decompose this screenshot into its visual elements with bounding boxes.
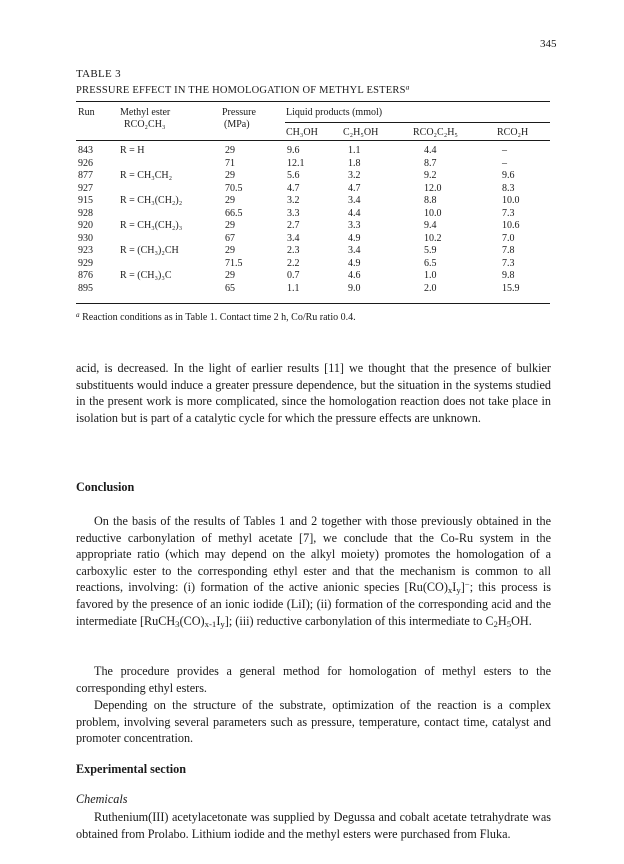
cell-run: 843 — [78, 145, 93, 156]
cell-rco2h: 9.8 — [502, 270, 515, 281]
header-liquid-products: Liquid products (mmol) — [286, 107, 383, 118]
cell-ch3oh: 4.7 — [287, 182, 300, 194]
table-caption — [76, 82, 410, 96]
cell-ester: R = (CH₃)₃C — [120, 270, 172, 281]
p2-text-f: I — [216, 613, 221, 628]
cell-c2h5oh: 4.9 — [348, 232, 361, 244]
table-top-rule — [76, 101, 550, 102]
cell-run: 926 — [78, 157, 93, 169]
cell-rco2c2h5: 8.7 — [424, 157, 437, 169]
paragraph-pressure-discussion: acid, is decreased. In the light of earlier results [11] we thought that the presence of bulkier substituents would induce a greater pressure dependence, but the situation in the systems studied in the present work is more complicated, since the homologation reaction does not take place in isolation but is part of a catalytic cycle for which the pressure effects are unknown. — [76, 361, 551, 425]
cell-rco2h: 10.6 — [502, 220, 520, 231]
experimental-heading: Experimental section — [76, 762, 187, 776]
cell-ester: R = CH₃(CH₂)₃ — [120, 220, 183, 231]
cell-rco2c2h5: 6.5 — [424, 257, 437, 269]
p2-text-d: ; this process is favored by the presence of an ionic iodide (LiI); (ii) formation of the corresponding acid and the intermediate [RuCH — [76, 580, 551, 628]
cell-run: 923 — [78, 245, 93, 256]
cell-c2h5oh: 3.3 — [348, 220, 361, 231]
footnote-mark: a — [76, 310, 80, 319]
cell-rco2h: – — [502, 157, 507, 169]
cell-c2h5oh: 1.8 — [348, 157, 361, 169]
cell-c2h5oh: 1.1 — [348, 145, 361, 156]
header-ch3oh: CH₃OH — [286, 127, 318, 138]
p2-text-i: OH. — [511, 613, 532, 628]
cell-c2h5oh: 9.0 — [348, 282, 361, 294]
cell-pressure: 70.5 — [225, 182, 243, 194]
header-run: Run — [78, 107, 95, 118]
p2-sub-y: y — [456, 585, 461, 596]
cell-rco2h: 7.0 — [502, 232, 515, 244]
cell-rco2c2h5: 9.4 — [424, 220, 437, 231]
cell-ch3oh: 12.1 — [287, 157, 305, 169]
footnote-text: Reaction conditions as in Table 1. Contact time 2 h, Co/Ru ratio 0.4. — [79, 312, 356, 323]
p2-text-h: H — [497, 613, 507, 628]
cell-rco2c2h5: 9.2 — [424, 170, 437, 181]
header-rco2c2h5: RCO₂C₂H₅ — [413, 127, 458, 138]
cell-c2h5oh: 4.4 — [348, 207, 361, 219]
paragraph-chemicals: Ruthenium(III) acetylacetonate was supplied by Degussa and cobalt acetate tetrahydrate was obtained from Prolabo. Lithium iodide and the methyl esters were purchased from Fluka. — [76, 810, 551, 841]
page-number: 345 — [540, 38, 557, 50]
cell-rco2c2h5: 8.8 — [424, 195, 437, 206]
table-caption-note: a — [405, 82, 410, 92]
cell-run: 930 — [78, 232, 93, 244]
cell-run: 920 — [78, 220, 93, 231]
cell-ch3oh: 2.2 — [287, 257, 300, 269]
cell-ester: R = H — [120, 145, 145, 156]
cell-rco2c2h5: 1.0 — [424, 270, 437, 281]
cell-run: 928 — [78, 207, 93, 219]
cell-rco2h: 7.8 — [502, 245, 515, 256]
cell-rco2h: 8.3 — [502, 182, 515, 194]
p2-sub-2: 2 — [493, 618, 498, 629]
cell-rco2c2h5: 4.4 — [424, 145, 437, 156]
header-pressure-line2: (MPa) — [224, 119, 250, 130]
cell-pressure: 29 — [225, 245, 235, 256]
cell-ch3oh: 2.3 — [287, 245, 300, 256]
cell-c2h5oh: 3.2 — [348, 170, 361, 181]
header-c2h5oh: C₂H₅OH — [343, 127, 379, 138]
liquid-products-rule — [285, 122, 550, 123]
p2-text-b: I — [452, 580, 457, 595]
cell-rco2h: 7.3 — [502, 257, 515, 269]
paragraph-conclusion-mechanism — [76, 513, 551, 629]
chemicals-subheading: Chemicals — [76, 792, 128, 806]
table-label: TABLE 3 — [76, 68, 121, 80]
cell-run: 929 — [78, 257, 93, 269]
cell-pressure: 29 — [225, 170, 235, 181]
header-rco2h: RCO₂H — [497, 127, 529, 138]
cell-c2h5oh: 4.6 — [348, 270, 361, 281]
cell-rco2c2h5: 5.9 — [424, 245, 437, 256]
cell-run: 927 — [78, 182, 93, 194]
paragraph-optimization: Depending on the structure of the substrate, optimization of the reaction is a complex problem, involving several parameters such as pressure, temperature, contact time, catalyst and promoter concentration. — [76, 698, 551, 746]
header-ester-line1: Methyl ester — [120, 107, 171, 118]
table-header-rule — [76, 140, 550, 141]
cell-pressure: 29 — [225, 195, 235, 206]
table-footnote — [76, 312, 356, 323]
p2-sub-x1: x-1 — [204, 618, 217, 629]
p2-sub-x: x — [447, 585, 453, 596]
cell-ch3oh: 9.6 — [287, 145, 300, 156]
cell-rco2c2h5: 2.0 — [424, 282, 437, 294]
cell-run: 877 — [78, 170, 93, 181]
cell-c2h5oh: 3.4 — [348, 195, 361, 206]
cell-ch3oh: 3.2 — [287, 195, 300, 206]
p2-sub-3: 3 — [175, 618, 180, 629]
cell-ch3oh: 3.4 — [287, 232, 300, 244]
paragraph-general-method: The procedure provides a general method for homologation of methyl esters to the corresponding ethyl esters. — [76, 664, 551, 695]
cell-pressure: 29 — [225, 145, 235, 156]
cell-rco2c2h5: 10.2 — [424, 232, 442, 244]
cell-ester: R = (CH₃)₂CH — [120, 245, 179, 256]
cell-pressure: 71 — [225, 157, 235, 169]
p2-text-g: ]; (iii) reductive carbonylation of this intermediate to C — [224, 613, 494, 628]
cell-ch3oh: 3.3 — [287, 207, 300, 219]
cell-pressure: 29 — [225, 270, 235, 281]
cell-rco2h: 9.6 — [502, 170, 515, 181]
table-bottom-rule — [76, 303, 550, 304]
cell-c2h5oh: 4.7 — [348, 182, 361, 194]
p2-sub-y2: y — [220, 618, 225, 629]
cell-pressure: 66.5 — [225, 207, 243, 219]
cell-rco2h: 15.9 — [502, 282, 520, 294]
cell-pressure: 29 — [225, 220, 235, 231]
cell-pressure: 65 — [225, 282, 235, 294]
cell-run: 915 — [78, 195, 93, 206]
cell-rco2h: 7.3 — [502, 207, 515, 219]
cell-rco2h: – — [502, 145, 507, 156]
p2-sup-minus: − — [464, 579, 470, 590]
cell-c2h5oh: 3.4 — [348, 245, 361, 256]
cell-run: 895 — [78, 282, 93, 294]
p2-text-e: (CO) — [179, 613, 205, 628]
header-pressure-line1: Pressure — [222, 107, 256, 118]
p2-text-c: ] — [460, 580, 465, 595]
cell-rco2c2h5: 12.0 — [424, 182, 442, 194]
table-caption-text: PRESSURE EFFECT IN THE HOMOLOGATION OF METHYL ESTERS — [76, 85, 406, 96]
cell-rco2h: 10.0 — [502, 195, 520, 206]
cell-ch3oh: 2.7 — [287, 220, 300, 231]
cell-pressure: 71.5 — [225, 257, 243, 269]
cell-pressure: 67 — [225, 232, 235, 244]
p2-text-a: On the basis of the results of Tables 1 and 2 together with those previously obtained in the reductive carbonylation of methyl acetate [7], we conclude that the Co-Ru system in the appropriate ratio (which may depend on the alkyl moiety) promotes the homologation of a carboxylic ester to the corresponding ethyl ester and that the mechanism is common to all reactions, involving: (i) formation of the active anionic species [Ru(CO) — [76, 514, 551, 595]
cell-c2h5oh: 4.9 — [348, 257, 361, 269]
cell-rco2c2h5: 10.0 — [424, 207, 442, 219]
cell-ester: R = CH₃(CH₂)₂ — [120, 195, 183, 206]
header-ester-line2: RCO₂CH₃ — [124, 119, 166, 130]
cell-ester: R = CH₃CH₂ — [120, 170, 173, 181]
cell-ch3oh: 1.1 — [287, 282, 300, 294]
cell-ch3oh: 5.6 — [287, 170, 300, 181]
conclusion-heading: Conclusion — [76, 480, 135, 494]
cell-ch3oh: 0.7 — [287, 270, 300, 281]
p2-sub-5: 5 — [506, 618, 512, 629]
cell-run: 876 — [78, 270, 93, 281]
